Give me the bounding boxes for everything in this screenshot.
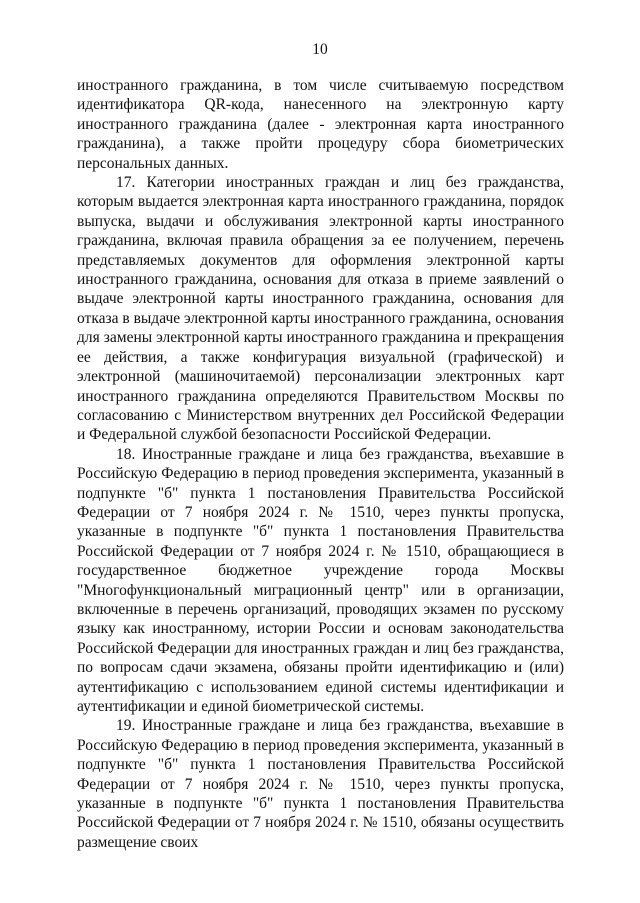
paragraph-item-19: 19. Иностранные граждане и лица без гражданства, въехавшие в Российскую Федерацию в период проведения эксперимента, указанный в подпункте "б" пункта 1 постановления Правительства Российской Федерации от 7 ноября 2024 г. № 1510, через пункты пропуска, указанные в подпункте "б" пункта 1 постановления Правительства Российской Федерации от 7 ноября 2024 г. № 1510, обязаны осуществить размещение своих [77, 717, 564, 851]
document-body [77, 76, 564, 852]
page-number: 10 [312, 41, 328, 58]
paragraph-item-18: 18. Иностранные граждане и лица без гражданства, въехавшие в Российскую Федерацию в период проведения эксперимента, указанный в подпункте "б" пункта 1 постановления Правительства Российской Федерации от 7 ноября 2024 г. № 1510, через пункты пропуска, указанные в подпункте "б" пункта 1 постановления Правительства Российской Федерации от 7 ноября 2024 г. № 1510, обращающиеся в государственное бюджетное учреждение города Москвы "Многофункциональный миграционный центр" или в организации, включенные в перечень организаций, проводящих экзамен по русскому языку как иностранному, истории России и основам законодательства Российской Федерации для иностранных граждан и лиц без гражданства, по вопросам сдачи экзамена, обязаны пройти идентификацию и (или) аутентификацию с использованием единой системы идентификации и аутентификации и единой биометрической системы. [77, 445, 564, 715]
paragraph-continuation: иностранного гражданина, в том числе считываемую посредством идентификатора QR-кода, нанесенного на электронную карту иностранного гражданина (далее - электронная карта иностранного гражданина), а также пройти процедуру сбора биометрических персональных данных. [77, 77, 564, 172]
paragraph-item-17: 17. Категории иностранных граждан и лиц без гражданства, которым выдается электронная карта иностранного гражданина, порядок выпуска, выдачи и обслуживания электронной карты иностранного гражданина, включая правила обращения за ее получением, перечень представляемых документов для оформления электронной карты иностранного гражданина, основания для отказа в приеме заявлений о выдаче электронной карты иностранного гражданина, основания для отказа в выдаче электронной карты иностранного гражданина, основания для замены электронной карты иностранного гражданина и прекращения ее действия, а также конфигурация визуальной (графической) и электронной (машиночитаемой) персонализации электронных карт иностранного гражданина определяются Правительством Москвы по согласованию с Министерством внутренних дел Российской Федерации и Федеральной службой безопасности Российской Федерации. [77, 174, 564, 444]
